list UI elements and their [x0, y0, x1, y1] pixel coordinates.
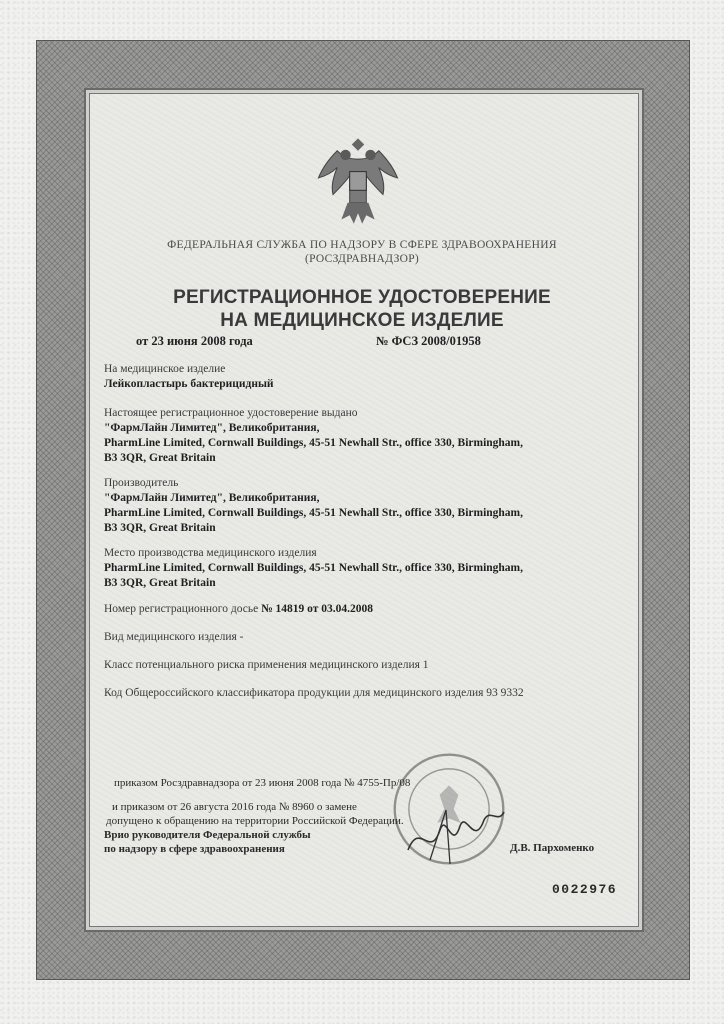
code-label: Код Общероссийского классификатора продукции для медицинского изделия: [104, 687, 484, 699]
issued-to-field: [104, 406, 616, 466]
title-line2: НА МЕДИЦИНСКОЕ ИЗДЕЛИЕ: [220, 310, 504, 331]
order-line2: и приказом от 26 августа 2016 года № 8960 о замене: [112, 801, 357, 813]
agency-name-line1: ФЕДЕРАЛЬНАЯ СЛУЖБА ПО НАДЗОРУ В СФЕРЕ ЗДРАВООХРАНЕНИЯ: [167, 239, 557, 251]
maker-value-line3: B3 3QR, Great Britain: [104, 522, 216, 534]
certificate-title: [100, 286, 624, 332]
site-value-line1: PharmLine Limited, Cornwall Buildings, 45-51 Newhall Str., office 330, Birmingham,: [104, 562, 524, 574]
production-site-field: [104, 546, 616, 591]
site-label: Место производства медицинского изделия: [104, 547, 317, 559]
issued-value-line1: "ФармЛайн Лимитед", Великобритания,: [104, 422, 320, 434]
device-field: [104, 362, 616, 392]
issued-value-line3: B3 3QR, Great Britain: [104, 452, 216, 464]
signatory-title-line1: Врио руководителя Федеральной службы: [104, 829, 311, 841]
risk-value: 1: [422, 659, 429, 671]
device-label: На медицинское изделие: [104, 363, 226, 375]
code-value: 93 9332: [486, 687, 524, 699]
signer-name: Д.В. Пархоменко: [510, 842, 595, 854]
serial-number: 0022976: [552, 882, 618, 897]
certificate-number: № ФСЗ 2008/01958: [376, 334, 481, 348]
issued-value-line2: PharmLine Limited, Cornwall Buildings, 45-51 Newhall Str., office 330, Birmingham,: [104, 437, 524, 449]
site-value-line2: B3 3QR, Great Britain: [104, 577, 216, 589]
agency-name: [100, 238, 624, 266]
certificate-content: [100, 130, 624, 910]
device-type-field: [104, 630, 616, 645]
order-line1: приказом Росздравнадзора от 23 июня 2008 года № 4755-Пр/08: [114, 777, 411, 789]
dossier-value: № 14819 от 03.04.2008: [261, 603, 374, 615]
maker-label: Производитель: [104, 477, 179, 489]
type-label: Вид медицинского изделия: [104, 631, 237, 643]
issue-date: от 23 июня 2008 года: [136, 334, 253, 348]
issued-label: Настоящее регистрационное удостоверение выдано: [104, 407, 358, 419]
maker-value-line1: "ФармЛайн Лимитед", Великобритания,: [104, 492, 320, 504]
allowed-circulation: допущено к обращению на территории Российской Федерации.: [106, 815, 404, 827]
manufacturer-field: [104, 476, 616, 536]
signatory-title-line2: по надзору в сфере здравоохранения: [104, 843, 285, 855]
dossier-label: Номер регистрационного досье: [104, 603, 259, 615]
agency-name-line2: (РОСЗДРАВНАДЗОР): [304, 253, 420, 265]
risk-class-field: [104, 658, 616, 673]
classifier-code-field: [104, 686, 616, 701]
device-value: Лейкопластырь бактерицидный: [104, 378, 274, 390]
coat-of-arms-emblem: [306, 130, 410, 234]
risk-label: Класс потенциального риска применения медицинского изделия: [104, 659, 420, 671]
maker-value-line2: PharmLine Limited, Cornwall Buildings, 45-51 Newhall Str., office 330, Birmingham,: [104, 507, 524, 519]
type-value: -: [239, 631, 244, 643]
signatory-title: [104, 828, 364, 856]
title-line1: РЕГИСТРАЦИОННОЕ УДОСТОВЕРЕНИЕ: [173, 287, 551, 308]
dossier-field: [104, 602, 616, 617]
